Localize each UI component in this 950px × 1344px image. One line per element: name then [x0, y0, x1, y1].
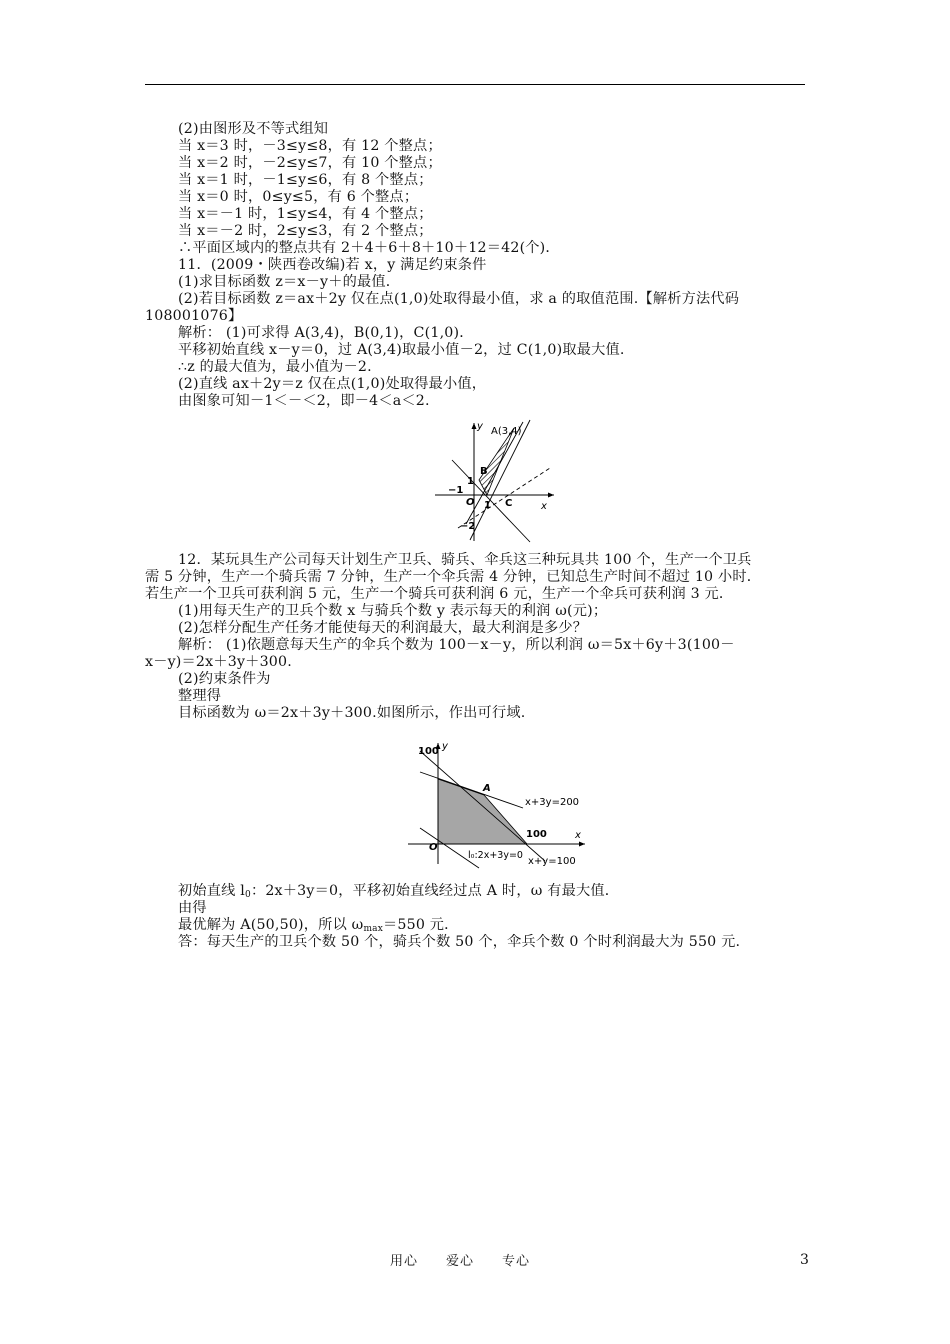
- text-line: 需 5 分钟，生产一个骑兵需 7 分钟，生产一个伞兵需 4 分钟，已知总生产时间不超过 10 小时．: [145, 569, 762, 585]
- text-line: 解析： (1)依题意每天生产的伞兵个数为 100－x－y，所以利润 ω＝5x＋6y＋3(100－: [178, 637, 735, 653]
- figure-feasible-region-2: [405, 740, 590, 870]
- figure-feasible-region-1: [430, 418, 560, 548]
- text-line: (2)怎样分配生产任务才能使每天的利润最大，最大利润是多少？: [178, 620, 588, 636]
- page-number: 3: [800, 1252, 809, 1268]
- text-line: 108001076】: [145, 308, 243, 324]
- text-line: (2)由图形及不等式组知: [178, 121, 329, 137]
- text-line: (2)约束条件为: [178, 671, 271, 687]
- text-fragment: 初始直线 l: [178, 883, 245, 899]
- subscript: max: [363, 924, 384, 934]
- text-line: 目标函数为 ω＝2x＋3y＋300.如图所示，作出可行域.: [178, 705, 526, 721]
- fig1-y-label: y: [477, 421, 483, 432]
- fig1-x-label: x: [541, 501, 547, 512]
- text-line: (2)直线 ax＋2y＝z 仅在点(1,0)处取得最小值，: [178, 376, 487, 392]
- fig2-origin-label: O: [429, 842, 438, 853]
- text-line: 当 x＝1 时，－1≤y≤6，有 8 个整点；: [178, 172, 433, 188]
- text-fragment: 最优解为 A(50,50)，所以 ω: [178, 917, 364, 933]
- fig1-point-C-label: C: [505, 498, 513, 509]
- fig2-y-label: y: [442, 741, 448, 752]
- text-line: [178, 883, 619, 904]
- text-line: ∴z 的最大值为，最小值为－2.: [178, 359, 372, 375]
- text-line: (1)用每天生产的卫兵个数 x 与骑兵个数 y 表示每天的利润 ω(元)；: [178, 603, 608, 619]
- page-footer: 用心 爱心 专心: [390, 1254, 531, 1269]
- fig2-l0-label: l₀:2x+3y=0: [468, 850, 523, 861]
- answer-line: 答：每天生产的卫兵个数 50 个，骑兵个数 50 个，伞兵个数 0 个时利润最大为 550 元.: [178, 934, 741, 950]
- fig1-x-tick-neg1: −1: [448, 485, 464, 496]
- fig2-line-label-1: x+3y=200: [525, 797, 580, 808]
- problem-12-heading: 12．某玩具生产公司每天计划生产卫兵、骑兵、伞兵这三种玩具共 100 个，生产一个卫兵: [178, 552, 752, 568]
- fig1-x-tick-1: 1: [484, 500, 491, 511]
- fig2-point-A-label: A: [483, 783, 491, 794]
- text-fragment: ：2x＋3y＝0，平移初始直线经过点 A 时，ω 有最大值．: [250, 883, 620, 899]
- text-line: 当 x＝－2 时，2≤y≤3，有 2 个整点；: [178, 223, 433, 239]
- text-line: 平移初始直线 x－y＝0，过 A(3,4)取最小值－2，过 C(1,0)取最大值.: [178, 342, 625, 358]
- fig2-x-tick-100: 100: [526, 829, 547, 840]
- problem-11-heading: 11．(2009・陕西卷改编)若 x，y 满足约束条件: [178, 257, 487, 273]
- text-line: 若生产一个卫兵可获利润 5 元，生产一个骑兵可获利润 6 元，生产一个伞兵可获利润 3 元．: [145, 586, 734, 602]
- fig2-x-label: x: [575, 830, 581, 841]
- fig1-point-A-label: A(3,4): [491, 426, 522, 437]
- text-line: 当 x＝0 时，0≤y≤5，有 6 个整点；: [178, 189, 419, 205]
- line-through-B-A: [466, 422, 523, 524]
- text-line: x－y)＝2x＋3y＋300.: [145, 654, 292, 670]
- fig1-y-tick-neg2: −2: [460, 521, 476, 532]
- fig2-line-label-2: x+y=100: [528, 856, 576, 867]
- header-rule: [145, 84, 805, 85]
- text-line: 当 x＝－1 时，1≤y≤4，有 4 个整点；: [178, 206, 433, 222]
- text-line: 整理得: [178, 688, 222, 704]
- fig1-point-B-label: B: [480, 466, 488, 477]
- subscript: 0: [245, 890, 251, 900]
- text-line: 当 x＝2 时，－2≤y≤7，有 10 个整点；: [178, 155, 442, 171]
- text-line: 由图象可知－1＜－＜2，即－4＜a＜2.: [178, 393, 430, 409]
- fig2-y-tick-100: 100: [418, 746, 439, 757]
- text-fragment: ＝550 元．: [383, 917, 459, 933]
- fig1-y-tick-1: 1: [467, 476, 474, 487]
- text-line: 由得: [178, 900, 207, 916]
- text-line: 当 x＝3 时，－3≤y≤8，有 12 个整点；: [178, 138, 442, 154]
- fig1-origin-label: O: [466, 497, 475, 508]
- text-line: 解析： (1)可求得 A(3,4)，B(0,1)，C(1,0)．: [178, 325, 474, 341]
- text-line: (1)求目标函数 z＝x－y＋的最值．: [178, 274, 401, 290]
- text-line: ∴平面区域内的整点共有 2＋4＋6＋8＋10＋12＝42(个)．: [178, 240, 560, 256]
- text-line: (2)若目标函数 z＝ax＋2y 仅在点(1,0)处取得最小值，求 a 的取值范围.【解析方法代码: [178, 291, 740, 307]
